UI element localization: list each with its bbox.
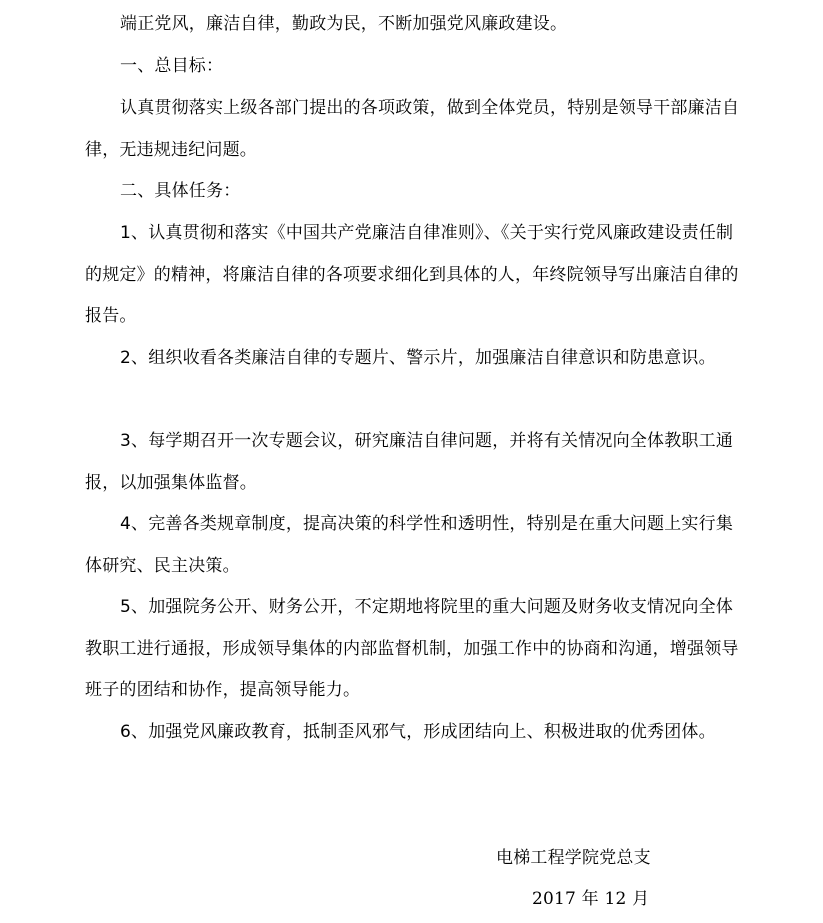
task-item-4: 4、完善各类规章制度，提高决策的科学性和透明性，特别是在重大问题上实行集体研究、民主决策。 [85, 514, 734, 576]
goal-paragraph: 认真贯彻落实上级各部门提出的各项政策，做到全体党员，特别是领导干部廉洁自律，无违规违纪问题。 [85, 98, 740, 160]
task-item-6: 6、加强党风廉政教育，抵制歪风邪气，形成团结向上、积极进取的优秀团体。 [120, 722, 716, 742]
signature-organization: 电梯工程学院党总支 [496, 848, 651, 868]
intro-paragraph: 端正党风，廉洁自律，勤政为民，不断加强党风廉政建设。 [120, 14, 568, 34]
signature-date: 2017 年 12 月 [532, 889, 650, 909]
goal-heading: 一、总目标： [120, 56, 224, 76]
task-item-5: 5、加强院务公开、财务公开，不定期地将院里的重大问题及财务收支情况向全体教职工进行通报，形成领导集体的内部监督机制，加强工作中的协商和沟通，增强领导班子的团结和协作，提高领导能力。 [85, 597, 739, 700]
task-item-3: 3、每学期召开一次专题会议，研究廉洁自律问题，并将有关情况向全体教职工通报，以加强集体监督。 [85, 431, 734, 493]
task-item-1: 1、认真贯彻和落实《中国共产党廉洁自律准则》、《关于实行党风廉政建设责任制的规定》的精神，将廉洁自律的各项要求细化到具体的人，年终院领导写出廉洁自律的报告。 [85, 223, 739, 326]
task-item-2: 2、组织收看各类廉洁自律的专题片、警示片，加强廉洁自律意识和防患意识。 [120, 348, 716, 368]
tasks-heading: 二、具体任务： [120, 181, 241, 201]
